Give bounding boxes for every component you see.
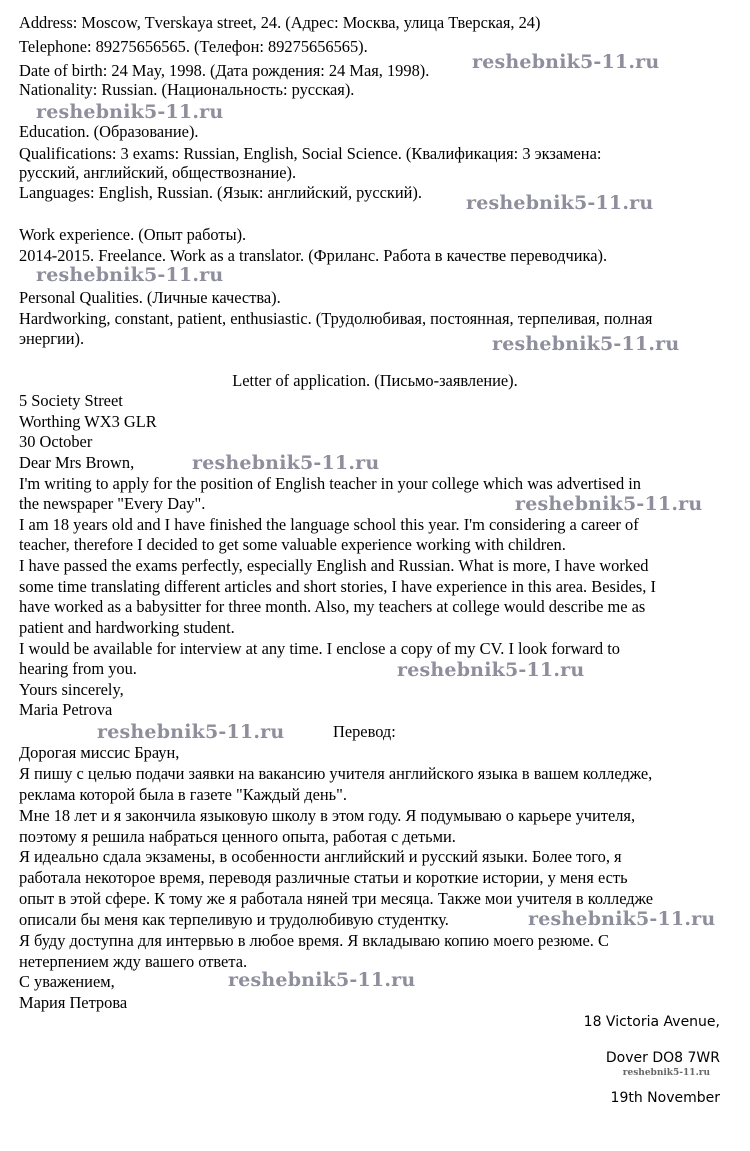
letter-p3-line4: patient and hardworking student. [19,618,235,637]
letter-p2-line1: I am 18 years old and I have finished the language school this year. I'm considering a career of [19,515,639,534]
translation-p3-line1: Я идеально сдала экзамены, в особенности английский и русский языки. Более того, я [19,847,622,866]
translation-p4-line2: нетерпением жду вашего ответа. [19,952,248,971]
resume-languages: Languages: English, Russian. (Язык: английский, русский). [19,183,422,202]
translation-p3-line2: работала некоторое время, переводя различные статьи и короткие истории, у меня есть [19,868,628,887]
letter-p4-line1: I would be available for interview at any time. I enclose a copy of my CV. I look forward to [19,639,620,658]
watermark: reshebnik5-11.ru [97,721,285,743]
translation-p1-line1: Я пишу с целью подачи заявки на вакансию учителя английского языка в вашем колледже, [19,764,653,783]
watermark: reshebnik5-11.ru [228,969,416,991]
watermark: reshebnik5-11.ru [472,51,660,73]
translation-p2-line2: поэтому я решила набраться ценного опыта, работая с детьми. [19,827,456,846]
translation-p4-line1: Я буду доступна для интервью в любое время. Я вкладываю копию моего резюме. С [19,931,609,950]
resume-qualities-line2: энергии). [19,329,85,348]
letter-address-line1: 5 Society Street [19,391,123,410]
watermark-small: reshebnik5-11.ru [622,1068,710,1078]
resume-birth: Date of birth: 24 May, 1998. (Дата рождения: 24 Мая, 1998). [19,61,430,80]
translation-signature: Мария Петрова [19,993,128,1012]
translation-p3-line3: опыт в этой сфере. К тому же я работала няней три месяца. Также мои учителя в колледже [19,889,653,908]
resume-qualities-line1: Hardworking, constant, patient, enthusiastic. (Трудолюбивая, постоянная, терпеливая, полная [19,309,653,328]
resume-work-item: 2014-2015. Freelance. Work as a translator. (Фриланс. Работа в качестве переводчика). [19,246,608,265]
watermark: reshebnik5-11.ru [466,192,654,214]
resume-qualifications-line1: Qualifications: 3 exams: Russian, English, Social Science. (Квалификация: 3 экзамена: [19,144,602,163]
watermark: reshebnik5-11.ru [397,659,585,681]
letter-p3-line2: some time translating different articles and short stories, I have experience in this area. Besides, I [19,577,656,596]
letter-p3-line3: have worked as a babysitter for three month. Also, my teachers at college would describe me as [19,597,646,616]
watermark: reshebnik5-11.ru [515,493,703,515]
watermark: reshebnik5-11.ru [492,333,680,355]
resume-telephone: Telephone: 89275656565. (Телефон: 89275656565). [19,37,368,56]
letter-address-line2: Worthing WX3 GLR [19,412,157,431]
watermark: reshebnik5-11.ru [36,101,224,123]
watermark: reshebnik5-11.ru [192,452,380,474]
letter-p2-line2: teacher, therefore I decided to get some valuable experience working with children. [19,535,566,554]
translation-greeting: Дорогая миссис Браун, [19,743,180,762]
resume-work-title: Work experience. (Опыт работы). [19,225,247,244]
next-letter-date: 19th November [610,1090,720,1106]
letter-signature: Maria Petrova [19,700,113,719]
translation-p3-line4: описали бы меня как терпеливую и трудолюбивую студентку. [19,910,449,929]
letter-p1-line1: I'm writing to apply for the position of English teacher in your college which was advertised in [19,474,642,493]
letter-closing: Yours sincerely, [19,680,124,699]
resume-qualities-title: Personal Qualities. (Личные качества). [19,288,281,307]
resume-nationality: Nationality: Russian. (Национальность: русская). [19,80,355,99]
translation-p2-line1: Мне 18 лет и я закончила языковую школу в этом году. Я подумываю о карьере учителя, [19,806,636,825]
letter-p1-line2: the newspaper "Every Day". [19,494,206,513]
watermark: reshebnik5-11.ru [528,908,716,930]
resume-address: Address: Moscow, Tverskaya street, 24. (Адрес: Москва, улица Тверская, 24) [19,13,541,32]
letter-date: 30 October [19,432,93,451]
next-letter-address-line2: Dover DO8 7WR [605,1050,720,1066]
translation-p1-line2: реклама которой была в газете "Каждый день". [19,785,347,804]
watermark: reshebnik5-11.ru [36,264,224,286]
letter-p3-line1: I have passed the exams perfectly, especially English and Russian. What is more, I have worked [19,556,649,575]
letter-p4-line2: hearing from you. [19,659,137,678]
translation-label: Перевод: [333,722,396,741]
resume-education: Education. (Образование). [19,122,199,141]
letter-greeting: Dear Mrs Brown, [19,453,135,472]
resume-qualifications-line2: русский, английский, обществознание). [19,163,297,182]
translation-closing: С уважением, [19,972,115,991]
next-letter-address-line1: 18 Victoria Avenue, [583,1014,720,1030]
letter-heading: Letter of application. (Письмо-заявление). [232,371,518,390]
